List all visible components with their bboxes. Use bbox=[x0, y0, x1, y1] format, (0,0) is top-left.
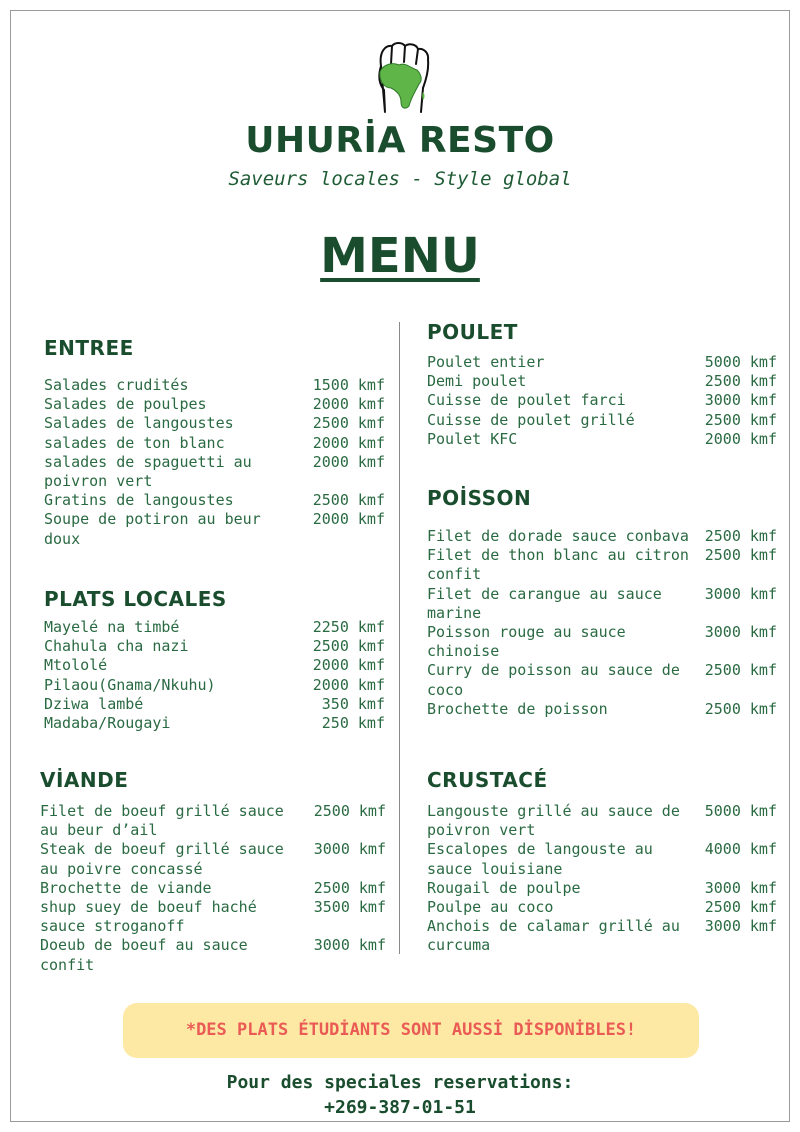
menu-title-text: MENU bbox=[320, 228, 480, 284]
item-price: 250 kmf bbox=[321, 714, 385, 733]
menu-item bbox=[44, 491, 385, 510]
item-list bbox=[427, 353, 777, 449]
item-price: 3000 kmf bbox=[704, 391, 777, 410]
item-price: 2000 kmf bbox=[312, 452, 385, 471]
item-name: Poulet entier bbox=[427, 353, 545, 371]
menu-item bbox=[427, 527, 777, 546]
item-price: 2500 kmf bbox=[313, 802, 386, 820]
column-divider bbox=[399, 322, 400, 954]
item-name: shup suey de boeuf haché sauce stroganoff bbox=[40, 898, 257, 936]
item-price: 2000 kmf bbox=[312, 395, 385, 414]
item-price: 2500 kmf bbox=[313, 878, 386, 897]
student-dishes-notice: *DES PLATS ÉTUDİANTS SONT AUSSİ DİSPONİBLES! bbox=[123, 1003, 699, 1058]
item-price: 2250 kmf bbox=[312, 618, 385, 636]
item-price: 2500 kmf bbox=[704, 527, 777, 545]
item-name: Filet de thon blanc au citron confit bbox=[427, 546, 689, 584]
menu-item bbox=[427, 661, 777, 699]
menu-item bbox=[44, 414, 385, 433]
item-price: 3000 kmf bbox=[704, 917, 777, 936]
item-name: Gratins de langoustes bbox=[44, 491, 234, 510]
tagline: Saveurs locales - Style global bbox=[228, 168, 572, 190]
item-name: Pilaou(Gnama/Nkuhu) bbox=[44, 675, 216, 694]
menu-item bbox=[44, 637, 385, 656]
item-name: Cuisse de poulet farci bbox=[427, 391, 626, 410]
section-poisson bbox=[427, 486, 777, 719]
menu-item bbox=[427, 411, 777, 430]
menu-item bbox=[44, 618, 385, 637]
section-plats-locales bbox=[44, 587, 385, 733]
item-name: salades de ton blanc bbox=[44, 433, 225, 452]
item-name: Demi poulet bbox=[427, 372, 527, 391]
item-price: 2500 kmf bbox=[704, 372, 777, 391]
item-name: Poisson rouge au sauce chinoise bbox=[427, 623, 626, 661]
section-title: ENTREE bbox=[44, 336, 134, 360]
item-price: 2000 kmf bbox=[312, 510, 385, 529]
menu-item bbox=[40, 802, 386, 840]
menu-item bbox=[427, 391, 777, 410]
item-price: 2500 kmf bbox=[312, 414, 385, 433]
item-price: 4000 kmf bbox=[704, 840, 777, 859]
menu-item bbox=[427, 546, 777, 584]
item-price: 2500 kmf bbox=[704, 898, 777, 917]
item-name: Escalopes de langouste au sauce louisiane bbox=[427, 840, 653, 878]
item-price: 5000 kmf bbox=[704, 802, 777, 820]
section-crustace bbox=[427, 768, 777, 956]
phone-number[interactable]: +269-387-01-51 bbox=[324, 1097, 476, 1118]
item-list bbox=[427, 802, 777, 956]
item-price: 2000 kmf bbox=[312, 656, 385, 675]
item-name: Poulpe au coco bbox=[427, 898, 554, 917]
menu-item bbox=[44, 376, 385, 395]
item-price: 3000 kmf bbox=[313, 936, 386, 955]
menu-item bbox=[40, 840, 386, 878]
item-list bbox=[44, 618, 385, 733]
menu-item bbox=[44, 656, 385, 675]
menu-item bbox=[427, 802, 777, 840]
menu-item bbox=[44, 695, 385, 714]
section-title: POULET bbox=[427, 320, 518, 344]
item-price: 2500 kmf bbox=[312, 491, 385, 510]
section-title: CRUSTACÉ bbox=[427, 768, 548, 792]
menu-item bbox=[427, 917, 777, 955]
item-name: Salades de poulpes bbox=[44, 395, 207, 414]
item-name: Rougail de poulpe bbox=[427, 878, 581, 897]
section-viande bbox=[40, 768, 386, 975]
item-price: 2500 kmf bbox=[312, 637, 385, 656]
restaurant-name: UHURİA RESTO bbox=[245, 120, 555, 161]
item-name: Brochette de viande bbox=[40, 878, 212, 897]
menu-item bbox=[427, 700, 777, 719]
item-name: Langouste grillé au sauce de poivron vert bbox=[427, 802, 680, 840]
item-price: 2500 kmf bbox=[704, 410, 777, 429]
item-list bbox=[40, 802, 386, 975]
item-price: 3000 kmf bbox=[313, 840, 386, 859]
item-price: 2000 kmf bbox=[312, 433, 385, 452]
item-price: 3000 kmf bbox=[704, 584, 777, 603]
item-price: 3500 kmf bbox=[313, 898, 386, 917]
reservation-text: Pour des speciales reservations: bbox=[226, 1072, 574, 1093]
menu-item bbox=[44, 676, 385, 695]
item-price: 2500 kmf bbox=[704, 699, 777, 718]
menu-item bbox=[427, 585, 777, 623]
item-name: Doeub de boeuf au sauce confit bbox=[40, 936, 248, 974]
item-name: Steak de boeuf grillé sauce au poivre concassé bbox=[40, 840, 284, 878]
item-name: Anchois de calamar grillé au curcuma bbox=[427, 917, 680, 955]
item-price: 2500 kmf bbox=[704, 661, 777, 680]
section-title: PLATS LOCALES bbox=[44, 587, 227, 611]
menu-item bbox=[427, 898, 777, 917]
menu-item bbox=[44, 434, 385, 453]
item-name: Poulet KFC bbox=[427, 429, 518, 448]
item-list bbox=[427, 527, 777, 719]
menu-item bbox=[427, 879, 777, 898]
menu-item bbox=[44, 395, 385, 414]
menu-item bbox=[44, 714, 385, 733]
section-entree bbox=[44, 336, 385, 549]
menu-item bbox=[40, 898, 386, 936]
menu-item bbox=[427, 353, 777, 372]
item-name: salades de spaguetti au poivron vert bbox=[44, 452, 252, 491]
item-name: Soupe de potiron au beur doux bbox=[44, 510, 261, 548]
item-name: Salades de langoustes bbox=[44, 414, 234, 433]
item-name: Filet de dorade sauce conbava bbox=[427, 527, 689, 545]
item-name: Brochette de poisson bbox=[427, 699, 608, 718]
item-price: 3000 kmf bbox=[704, 623, 777, 642]
item-name: Salades crudités bbox=[44, 376, 189, 394]
menu-item bbox=[44, 453, 385, 491]
item-price: 350 kmf bbox=[321, 694, 385, 713]
section-title: POİSSON bbox=[427, 486, 532, 510]
item-name: Filet de carangue au sauce marine bbox=[427, 584, 662, 622]
item-list bbox=[44, 376, 385, 549]
item-name: Chahula cha nazi bbox=[44, 637, 189, 656]
fist-africa-icon bbox=[371, 40, 433, 114]
section-title: VİANDE bbox=[40, 768, 129, 792]
menu-item bbox=[40, 936, 386, 974]
item-name: Mayelé na timbé bbox=[44, 618, 180, 636]
item-price: 2500 kmf bbox=[704, 546, 777, 565]
menu-title bbox=[0, 228, 800, 284]
menu-item bbox=[44, 510, 385, 548]
menu-item bbox=[427, 372, 777, 391]
menu-item bbox=[40, 879, 386, 898]
item-name: Filet de boeuf grillé sauce au beur d’ail bbox=[40, 802, 284, 840]
item-price: 1500 kmf bbox=[312, 376, 385, 394]
item-name: Cuisse de poulet grillé bbox=[427, 410, 635, 429]
menu-item bbox=[427, 430, 777, 449]
item-price: 5000 kmf bbox=[704, 353, 777, 371]
item-price: 2000 kmf bbox=[704, 429, 777, 448]
item-name: Madaba/Rougayi bbox=[44, 714, 171, 733]
item-price: 3000 kmf bbox=[704, 878, 777, 897]
item-name: Mtololé bbox=[44, 656, 108, 675]
item-name: Curry de poisson au sauce de coco bbox=[427, 661, 680, 699]
section-poulet bbox=[427, 320, 777, 449]
menu-item bbox=[427, 840, 777, 878]
item-name: Dziwa lambé bbox=[44, 694, 144, 713]
menu-item bbox=[427, 623, 777, 661]
item-price: 2000 kmf bbox=[312, 675, 385, 694]
